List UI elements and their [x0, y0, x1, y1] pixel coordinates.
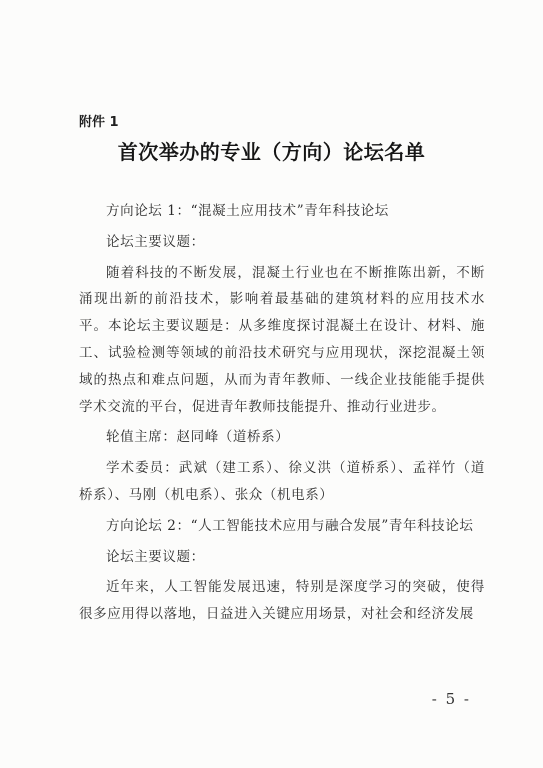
- attachment-label: 附件 1: [79, 115, 119, 130]
- paragraph-forum-2-heading: 方向论坛 2：“人工智能技术应用与融合发展”青年科技论坛: [106, 517, 474, 534]
- document-body: [79, 198, 485, 628]
- page-number: - 5 -: [431, 690, 471, 708]
- paragraph-forum-1-committee: 学术委员：武斌（建工系）、徐义洪（道桥系）、孟祥竹（道桥系）、马刚（机电系）、张众（机电系）: [79, 460, 485, 503]
- paragraph-forum-2-topics-label: 论坛主要议题：: [106, 548, 205, 565]
- paragraph-forum-1-topics-label: 论坛主要议题：: [106, 233, 205, 250]
- paragraph-forum-1-heading: 方向论坛 1：“混凝土应用技术”青年科技论坛: [106, 203, 389, 219]
- paragraph-forum-1-chair: 轮值主席：赵同峰（道桥系）: [106, 429, 290, 446]
- paragraph-forum-2-topics: 近年来，人工智能发展迅速，特别是深度学习的突破，使得很多应用得以落地，日益进入关键应用场景，对社会和经济发展: [79, 579, 485, 623]
- document-title: 首次举办的专业（方向）论坛名单: [117, 140, 426, 164]
- paragraph-forum-1-topics: 随着科技的不断发展，混凝土行业也在不断推陈出新，不断涌现出新的前沿技术，影响着最基础的建筑材料的应用技术水平。本论坛主要议题是：从多维度探讨混凝土在设计、材料、施工、试验检测等领域的前沿技术研究与应用现状，深挖混凝土领域的热点和难点问题，从而为青年教师、一线企业技能能手提供学术交流的平台，促进青年教师技能提升、推动行业进步。: [79, 264, 485, 415]
